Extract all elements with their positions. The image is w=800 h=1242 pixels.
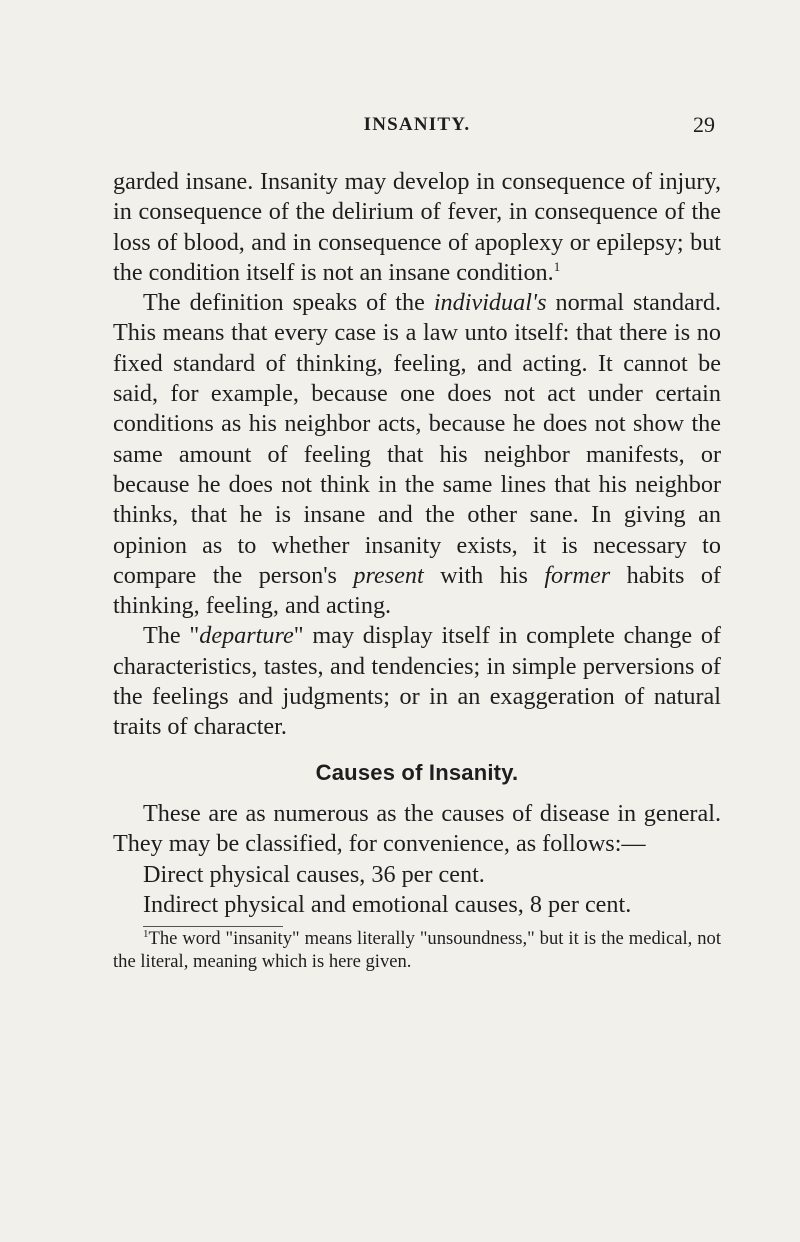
paragraph-2-text-c: with his [423, 561, 545, 589]
running-title: INSANITY. [363, 114, 471, 135]
body-text [113, 167, 721, 973]
cause-line-1: Direct physical causes, 36 per cent. [143, 860, 485, 888]
emphasis-present: present [353, 561, 424, 589]
emphasis-former: former [544, 561, 611, 589]
paragraph-2-text-a: The definition speaks of the [143, 289, 434, 317]
paragraph-4: These are as numerous as the causes of disease in general. They may be classified, for convenience, as follows:— [113, 799, 721, 858]
cause-line-2: Indirect physical and emotional causes, 8 per cent. [143, 890, 632, 918]
footnote-reference: 1 [553, 258, 561, 274]
paragraph-1-text: garded insane. Insanity may develop in consequence of injury, in consequence of the delirium of fever, in consequence of the loss of blood, and in consequence of apoplexy or epilepsy; but the condition itself is not an insane condition. [113, 168, 721, 286]
footnote [113, 927, 721, 973]
page-number: 29 [693, 112, 715, 137]
paragraph-3-text-a: The " [143, 622, 200, 650]
emphasis-departure: departure [199, 622, 294, 650]
page-header [113, 110, 721, 144]
footnote-marker: 1 [143, 927, 149, 940]
section-heading: Causes of Insanity. [315, 759, 519, 785]
paragraph-2-text-d: habits of thinking, feeling, and acting. [113, 561, 721, 620]
footnote-text: The word "insanity" means literally "unsoundness," but it is the medical, not the literal, meaning which is here given. [113, 928, 721, 973]
paragraph-1 [113, 167, 721, 288]
paragraph-2-text-b: normal standard. This means that every case is a law unto itself: that there is no fixed standard of thinking, feeling, and acting. It cannot be said, for example, because one does not act under certain conditions as his neighbor acts, because he does not show the same amount of feeling that his neighbor manifests, or because he does not think in the same lines that his neighbor thinks, that he is insane and the other sane. In giving an opinion as to whether insanity exists, it is necessary to compare the person's [113, 289, 721, 589]
paragraph-3-text-b: " may display itself in complete change of characteristics, tastes, and tendencies; in simple perversions of the feelings and judgments; or in an exaggeration of natural traits of character. [113, 622, 721, 741]
emphasis-individuals: individual's [433, 289, 547, 317]
paragraph-3 [113, 621, 721, 742]
paragraph-2 [113, 288, 721, 621]
